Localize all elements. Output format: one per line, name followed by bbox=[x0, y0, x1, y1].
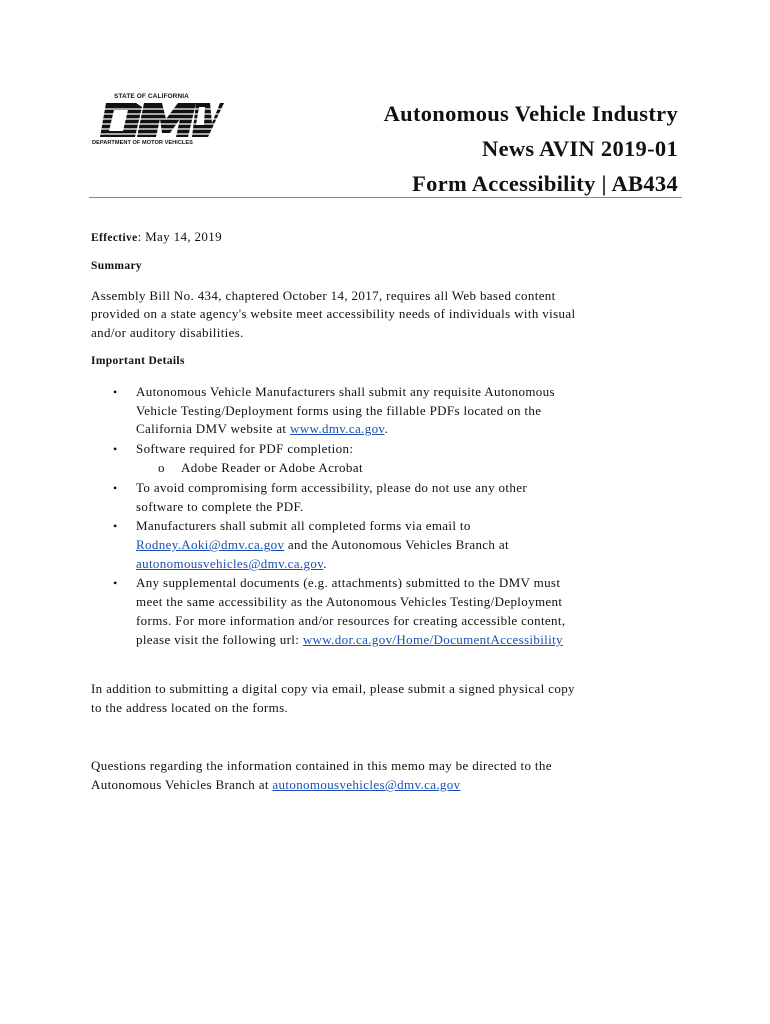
summary-line-2: provided on a state agency's website meet accessibility needs of individuals with visual bbox=[91, 306, 576, 321]
bullet-marker: • bbox=[113, 385, 118, 399]
bullet4-line-3 bbox=[136, 556, 327, 572]
title-divider bbox=[89, 197, 682, 198]
physical-copy-line-1: In addition to submitting a digital copy via email, please submit a signed physical copy bbox=[91, 681, 575, 696]
bullet4-line-2 bbox=[136, 537, 509, 553]
bullet3-line-1: To avoid compromising form accessibility, please do not use any other bbox=[136, 480, 528, 495]
questions-line-1: Questions regarding the information contained in this memo may be directed to the bbox=[91, 758, 552, 773]
bullet1-line-1: Autonomous Vehicle Manufacturers shall submit any requisite Autonomous bbox=[136, 384, 555, 399]
title-line-3: Form Accessibility | AB434 bbox=[412, 171, 678, 196]
bullet3-line-2: software to complete the PDF. bbox=[136, 499, 304, 514]
bullet2-line-1: Software required for PDF completion: bbox=[136, 441, 354, 456]
dor-accessibility-link[interactable]: www.dor.ca.gov/Home/DocumentAccessibility bbox=[302, 632, 563, 647]
summary-heading: Summary bbox=[91, 260, 143, 272]
bullet5-line-3: forms. For more information and/or resources for creating accessible content, bbox=[136, 613, 566, 628]
bullet-marker: • bbox=[113, 519, 118, 533]
title-line-2: News AVIN 2019-01 bbox=[482, 136, 678, 161]
bullet1-line-2: Vehicle Testing/Deployment forms using the fillable PDFs located on the bbox=[136, 403, 542, 418]
effective-label: Effective bbox=[91, 232, 138, 244]
summary-line-1: Assembly Bill No. 434, chaptered October 14, 2017, requires all Web based content bbox=[91, 288, 556, 303]
bullet5-text: please visit the following url: bbox=[136, 632, 303, 647]
questions-email-link[interactable]: autonomousvehicles@dmv.ca.gov bbox=[272, 777, 461, 792]
effective-date bbox=[91, 229, 222, 245]
bullet1-text: California DMV website at bbox=[136, 421, 290, 436]
physical-copy-line-2: to the address located on the forms. bbox=[91, 700, 289, 715]
bullet5-line-4 bbox=[136, 632, 563, 648]
rodney-aoki-email-link[interactable]: Rodney.Aoki@dmv.ca.gov bbox=[136, 537, 285, 552]
bullet-marker: • bbox=[113, 576, 118, 590]
bullet4-line-2-text: and the Autonomous Vehicles Branch at bbox=[284, 537, 509, 552]
effective-value: : May 14, 2019 bbox=[137, 229, 222, 244]
bullet5-line-2: meet the same accessibility as the Autonomous Vehicles Testing/Deployment bbox=[136, 594, 563, 609]
sub-bullet-marker: o bbox=[158, 460, 165, 475]
questions-line-2 bbox=[91, 777, 460, 793]
dmv-logo bbox=[92, 93, 226, 149]
questions-text: Autonomous Vehicles Branch at bbox=[91, 777, 273, 792]
bullet4-period: . bbox=[323, 556, 327, 571]
bullet-marker: • bbox=[113, 442, 118, 456]
logo-department-text: DEPARTMENT OF MOTOR VEHICLES bbox=[92, 140, 193, 146]
bullet4-line-1: Manufacturers shall submit all completed forms via email to bbox=[136, 518, 471, 533]
summary-line-3: and/or auditory disabilities. bbox=[91, 325, 244, 340]
bullet1-line-3 bbox=[136, 421, 388, 437]
important-details-heading: Important Details bbox=[91, 355, 185, 367]
bullet-marker: • bbox=[113, 481, 118, 495]
title-line-1: Autonomous Vehicle Industry bbox=[383, 101, 678, 126]
bullet5-line-1: Any supplemental documents (e.g. attachments) submitted to the DMV must bbox=[136, 575, 561, 590]
dmv-website-link[interactable]: www.dmv.ca.gov bbox=[290, 421, 385, 436]
logo-state-text: STATE OF CALIFORNIA bbox=[114, 93, 189, 100]
bullet2-sub-item: Adobe Reader or Adobe Acrobat bbox=[181, 460, 363, 475]
av-branch-email-link[interactable]: autonomousvehicles@dmv.ca.gov bbox=[136, 556, 324, 571]
dmv-wordmark-graphic bbox=[92, 101, 224, 141]
memo-title bbox=[384, 96, 678, 201]
bullet1-period: . bbox=[384, 421, 389, 436]
